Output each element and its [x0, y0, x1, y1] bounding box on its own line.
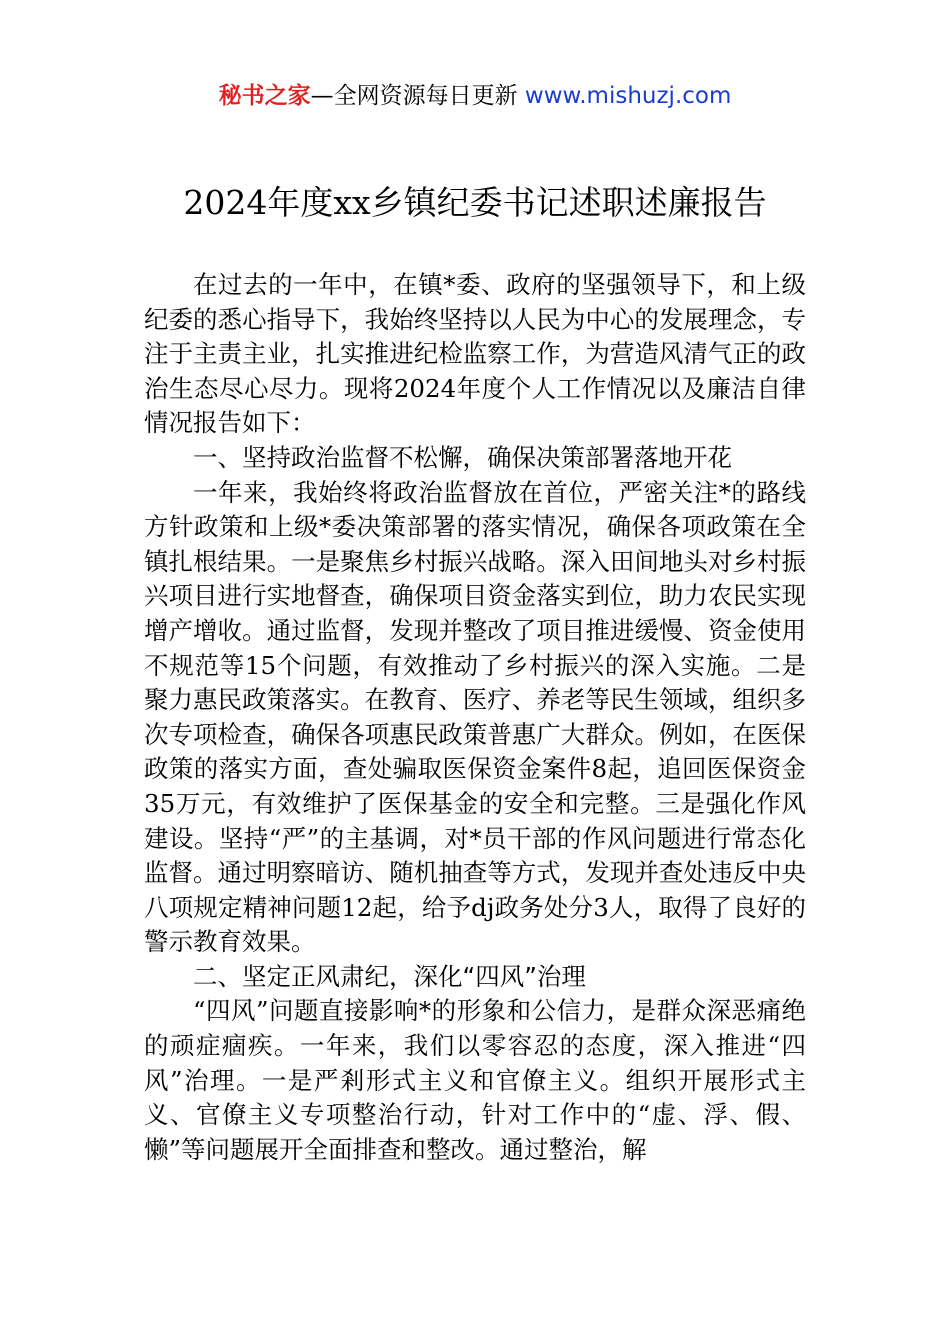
document-title: 2024年度xx乡镇纪委书记述职述廉报告 [183, 183, 767, 222]
site-header [0, 80, 950, 112]
brand-name: 秘书之家 [218, 83, 311, 109]
paragraph-section-1: 一年来，我始终将政治监督放在首位，严密关注*的路线方针政策和上级*委决策部署的落实情况，确保各项政策在全镇扎根结果。一是聚焦乡村振兴战略。深入田间地头对乡村振兴项目进行实地督查，确保项目资金落实到位，助力农民实现增产增收。通过监督，发现并整改了项目推进缓慢、资金使用不规范等15个问题，有效推动了乡村振兴的深入实施。二是聚力惠民政策落实。在教育、医疗、养老等民生领域，组织多次专项检查，确保各项惠民政策普惠广大群众。例如，在医保政策的落实方面，查处骗取医保资金案件8起，追回医保资金35万元，有效维护了医保基金的安全和完整。三是强化作风建设。坚持“严”的主基调，对*员干部的作风问题进行常态化监督。通过明察暗访、随机抽查等方式，发现并查处违反中央八项规定精神问题12起，给予dj政务处分3人，取得了良好的警示教育效果。 [144, 477, 806, 957]
site-url-link[interactable]: www.mishuzj.com [524, 83, 732, 109]
paragraph-section-2: “四风”问题直接影响*的形象和公信力，是群众深恶痛绝的顽症痼疾。一年来，我们以零容忍的态度，深入推进“四风”治理。一是严剎形式主义和官僚主义。组织开展形式主义、官僚主义专项整治行动，针对工作中的“虚、浮、假、懒”等问题展开全面排查和整改。通过整治，解 [144, 996, 806, 1164]
document-body [144, 268, 806, 1167]
section-heading-2: 二、坚定正风肃纪，深化“四风”治理 [193, 961, 586, 991]
section-heading-1: 一、坚持政治监督不松懈，确保决策部署落地开花 [193, 442, 732, 472]
paragraph-intro: 在过去的一年中，在镇*委、政府的坚强领导下，和上级纪委的悉心指导下，我始终坚持以人民为中心的发展理念，专注于主责主业，扎实推进纪检监察工作，为营造风清气正的政治生态尽心尽力。现将2024年度个人工作情况以及廉洁自律情况报告如下： [144, 270, 806, 438]
header-tagline: —全网资源每日更新 [310, 83, 518, 109]
